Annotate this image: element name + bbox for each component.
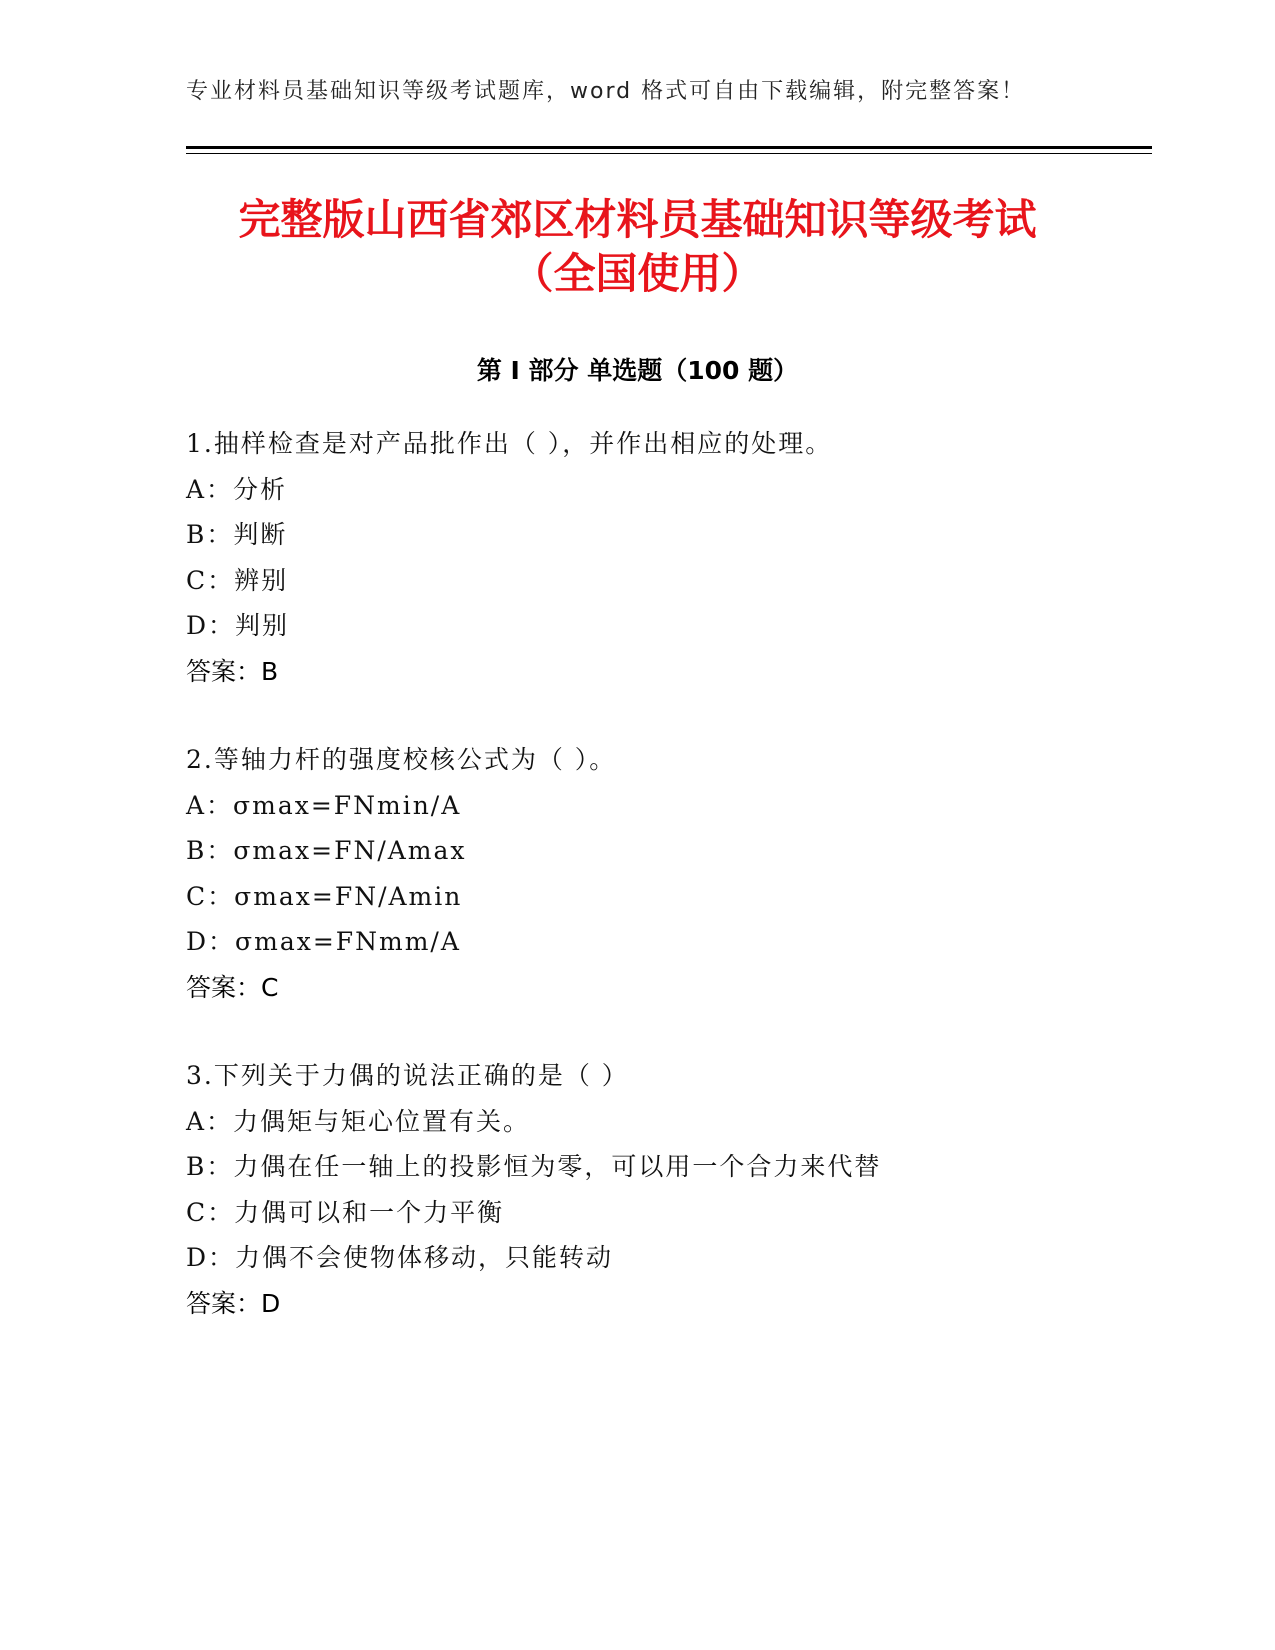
option-b: B：力偶在任一轴上的投影恒为零，可以用一个合力来代替	[186, 1152, 882, 1181]
option-b: B：σmax=FN/Amax	[186, 836, 467, 865]
option-b: B：判断	[186, 520, 288, 549]
answer: 答案：D	[186, 1288, 281, 1318]
option-d: D：σmax=FNmm/A	[186, 927, 461, 956]
option-d: D：力偶不会使物体移动，只能转动	[186, 1243, 614, 1272]
document-title	[140, 193, 1135, 301]
title-line-1: 完整版山西省郊区材料员基础知识等级考试	[238, 195, 1037, 244]
header-rule	[186, 146, 1152, 149]
section-title: 第 I 部分 单选题（100 题）	[476, 356, 799, 385]
question-2	[186, 737, 1146, 1010]
option-c: C：辨别	[186, 565, 289, 595]
answer: 答案：C	[186, 972, 279, 1002]
answer: 答案：B	[186, 656, 279, 686]
title-line-2: （全国使用）	[511, 249, 764, 298]
question-stem: 1.抽样检查是对产品批作出（ ），并作出相应的处理。	[186, 429, 833, 458]
option-a: A：σmax=FNmin/A	[186, 790, 462, 820]
question-1	[186, 421, 1146, 694]
question-3	[186, 1053, 1146, 1326]
option-c: C：力偶可以和一个力平衡	[186, 1197, 505, 1227]
header-rule-thin	[186, 153, 1152, 154]
question-stem: 3.下列关于力偶的说法正确的是（ ）	[186, 1061, 629, 1090]
option-c: C：σmax=FN/Amin	[186, 881, 463, 911]
option-d: D：判别	[186, 611, 290, 640]
page-header: 专业材料员基础知识等级考试题库，word 格式可自由下载编辑，附完整答案！	[186, 79, 1026, 104]
option-a: A：力偶矩与矩心位置有关。	[186, 1106, 531, 1136]
question-stem: 2.等轴力杆的强度校核公式为（ ）。	[186, 745, 617, 774]
option-a: A：分析	[186, 474, 288, 504]
